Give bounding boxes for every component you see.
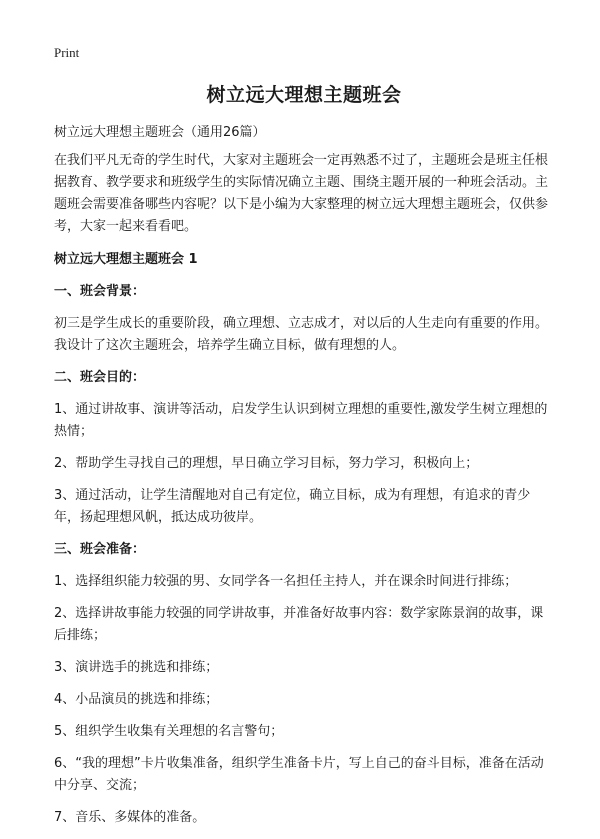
- page-title: 树立远大理想主题班会: [206, 84, 402, 106]
- preparation-item: 6、“我的理想”卡片收集准备，组织学生准备卡片，写上自己的奋斗目标，准备在活动中分享、交流；: [54, 756, 544, 793]
- preparation-item: 3、演讲选手的挑选和排练；: [54, 660, 219, 675]
- background-heading: 一、班会背景：: [54, 284, 146, 299]
- goals-heading: 二、班会目的：: [54, 370, 146, 385]
- goal-item: 3、通过活动，让学生清醒地对自己有定位，确立目标，成为有理想，有追求的青少年，扬起理想风帆，抵达成功彼岸。: [54, 488, 531, 525]
- subtitle: 树立远大理想主题班会（通用26篇）: [54, 125, 266, 140]
- preparation-item: 1、选择组织能力较强的男、女同学各一名担任主持人，并在课余时间进行排练；: [54, 574, 518, 589]
- preparation-item: 5、组织学生收集有关理想的名言警句；: [54, 724, 284, 739]
- preparation-heading: 三、班会准备：: [54, 542, 146, 557]
- goal-item: 1、通过讲故事、演讲等活动，启发学生认识到树立理想的重要性,激发学生树立理想的热情；: [54, 402, 548, 439]
- section-title: 树立远大理想主题班会 1: [54, 252, 198, 267]
- intro-paragraph: 在我们平凡无奇的学生时代，大家对主题班会一定再熟悉不过了，主题班会是班主任根据教育、教学要求和班级学生的实际情况确立主题、围绕主题开展的一种班会活动。主题班会需要准备哪些内容呢？以下是小编为大家整理的树立远大理想主题班会，仅供参考，大家一起来看看吧。: [54, 153, 549, 234]
- preparation-item: 4、小品演员的挑选和排练；: [54, 692, 219, 707]
- print-link[interactable]: Print: [54, 45, 80, 60]
- preparation-item: 7、音乐、多媒体的准备。: [54, 810, 206, 825]
- background-paragraph: 初三是学生成长的重要阶段，确立理想、立志成才，对以后的人生走向有重要的作用。我设计了这次主题班会，培养学生确立目标，做有理想的人。: [54, 316, 549, 353]
- preparation-item: 2、选择讲故事能力较强的同学讲故事，并准备好故事内容：数学家陈景润的故事，课后排练；: [54, 606, 544, 643]
- goal-item: 2、帮助学生寻找自己的理想，早日确立学习目标，努力学习，积极向上；: [54, 456, 479, 471]
- article-body: [54, 150, 554, 839]
